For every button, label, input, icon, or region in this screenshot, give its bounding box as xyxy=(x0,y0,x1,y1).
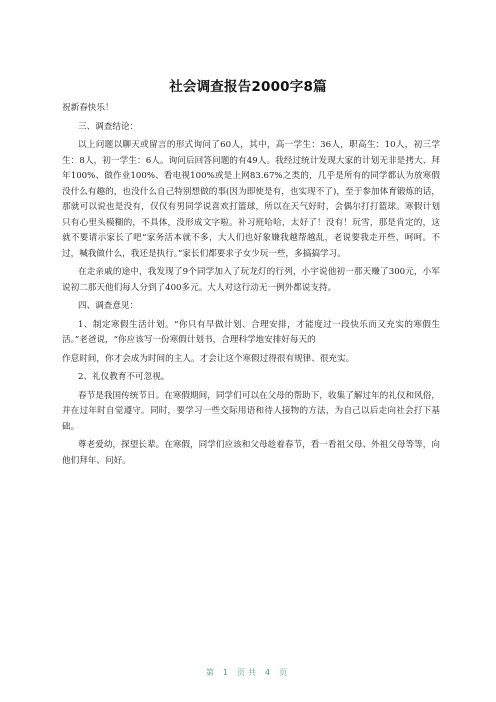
heading-conclusion: 三、调查结论： xyxy=(78,121,139,132)
footer-middle: 页共 xyxy=(237,668,259,677)
page-title: 社会调查报告2000字8篇 xyxy=(169,79,327,95)
document-body xyxy=(62,101,440,472)
paragraph-plan: 1、制定寒假生活计划。“你只有早做计划、合理安排，才能度过一段快乐而又充实的寒假生活。”老爸说，“你应该写一份寒假计划书，合理科学地安排好每天的 xyxy=(62,319,440,345)
paragraph-schedule: 作息时间，你才会成为时间的主人。才会让这个寒假过得很有规律、很充实。 xyxy=(62,353,355,364)
paragraph-observation: 在走亲戚的途中，我发现了9个同学加入了玩龙灯的行列，小宇说他初一那天赚了300元，小军说初二那天他们每人分到了400多元。大人对这行动无一例外都说支持。 xyxy=(62,267,440,293)
paragraph-spring-festival: 春节是我国传统节日。在寒假期间，同学们可以在父母的帮助下，收集了解过年的礼仪和风俗，并在过年时自觉遵守。同时，要学习一些交际用语和待人接物的方法，为自己以后走向社会打下基础。 xyxy=(62,390,440,432)
footer-page-number: 1 xyxy=(222,668,231,677)
paragraph-greeting: 祝新春快乐！ xyxy=(62,103,114,113)
footer-prefix: 第 xyxy=(205,668,217,677)
page-footer xyxy=(0,667,496,678)
footer-suffix: 页 xyxy=(279,668,291,677)
paragraph-survey-results: 以上问题以聊天或留言的形式询问了60人，其中，高一学生：36人，职高生：10人，初三学生：8人，初一学生：6人。询问后回答问题的有49人。我经过统计发现大家的计划无非是拷大、拜年100%、做作业100%、看电视100%或是上网83.67%之类的，几乎是所有的同学都认为放寒假没什么有趣的，也没什么自己特别想做的事(因为即使是有，也实现不了)，至于参加体育锻炼的话，那就可以说也是没有，仅仅有男同学说喜欢打篮球，所以在天气好时，会偶尔打打篮球。寒假计划只有心里头模糊的，不具体，没形成文字啦。补习班哈哈，太好了！没有！玩雪，那是肯定的，这就不要请示家长了吧“家务活本就不多，大人们也好象嫌我越帮越乱，老说要我走开些，呵呵。不过，喊我做什么，我还是执行。”家长们都要求子女少玩一些，多搞搞学习。 xyxy=(62,140,440,259)
paragraph-visit-elders: 尊老爱幼，探望长辈。在寒假，同学们应该和父母趁着春节，看一看祖父母、外祖父母等等，向他们拜年、问好。 xyxy=(62,440,440,466)
heading-suggestions: 四、调查意见： xyxy=(78,301,139,311)
footer-page-total: 4 xyxy=(265,668,274,677)
heading-etiquette: 2、礼仪教育不可忽视。 xyxy=(78,372,170,382)
